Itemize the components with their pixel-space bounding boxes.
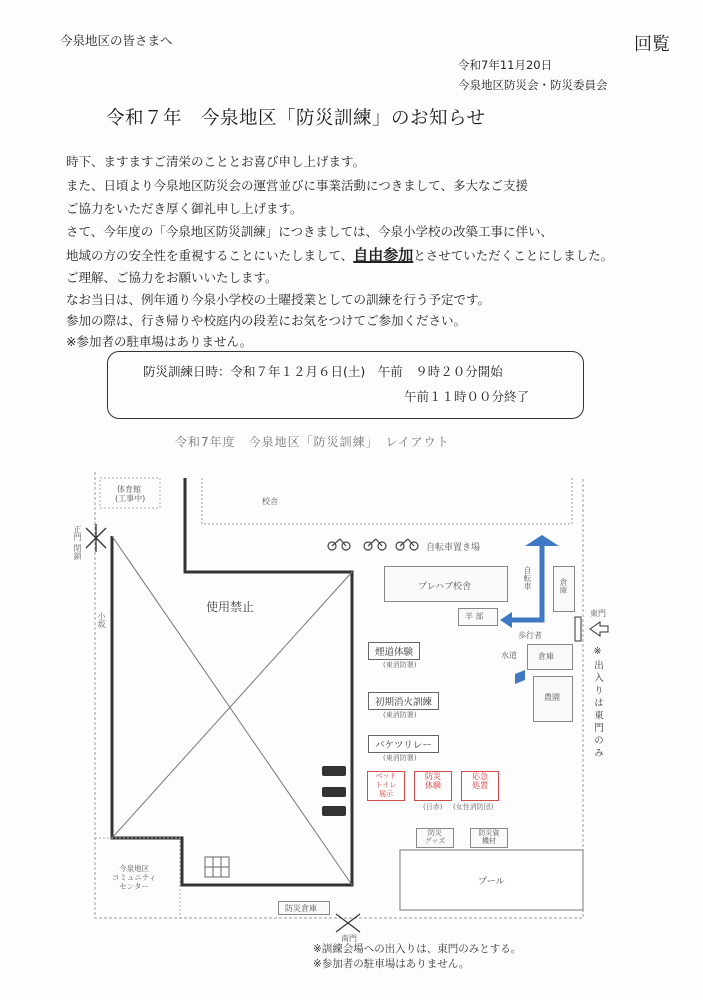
body-line-4: さて、今年度の「今泉地区防災訓練」につきましては、今泉小学校の改築工事に伴い、 <box>66 224 554 239</box>
bicycle-icons <box>328 539 418 550</box>
bike-parking-label: 自転車置き場 <box>426 543 481 553</box>
issue-date: 令和7年11月20日 <box>458 58 553 72</box>
body-line-6: ご理解、ご協力をお願いいたします。 <box>66 270 278 285</box>
schedule-end: 午前１１時００分終了 <box>404 389 530 404</box>
fire-training: 初期消火訓練 <box>368 692 439 710</box>
disaster-warehouse-label: 防災倉庫 <box>285 904 317 913</box>
pool-label: プール <box>478 877 505 887</box>
community-center-label: 今泉地区 コミュニティ センター <box>112 864 157 891</box>
warehouse-label: 倉庫 <box>559 578 568 594</box>
schedule-start: 防災訓練日時：令和７年１２月６日(土) 午前 ９時２０分開始 <box>143 364 503 379</box>
east-gate-note: ※出入りは東門のみ <box>592 646 603 760</box>
small-slope-label: 小坂 <box>97 612 106 628</box>
bike-lane-label: 自転車 <box>523 566 532 590</box>
gym-label: 体育館 <box>117 485 141 494</box>
water-label: 水道 <box>501 651 517 660</box>
disaster-goods: 防災 グッズ <box>416 828 454 848</box>
women-fire-brigade-label: (女性消防団) <box>453 803 494 811</box>
smoke-experience-sub: (東消防署) <box>383 661 417 669</box>
fire-training-sub: (東消防署) <box>383 711 417 719</box>
forbidden-label: 使用禁止 <box>206 600 255 614</box>
south-gate-label: 南門 <box>341 934 357 943</box>
body-line-5-pre: 地域の方の安全性を重視することにいたしまして、 <box>66 248 354 263</box>
smoke-experience: 煙道体験 <box>368 642 420 660</box>
school-building-label: 校舎 <box>262 497 278 506</box>
disaster-experience: 防災 体験 <box>414 771 452 801</box>
closed-label: 閉鎖 <box>73 544 82 560</box>
bucket-relay: バケツリレー <box>368 735 439 753</box>
red-cross-label: (日赤) <box>423 803 443 811</box>
body-line-9: ※参加者の駐車場はありません。 <box>66 334 253 349</box>
disaster-equipment: 防災資 機材 <box>470 828 508 848</box>
east-gate-label: 東門 <box>590 609 606 618</box>
free-participation: 自由参加 <box>353 246 414 264</box>
storage-label: 半 部 <box>465 612 484 621</box>
map-title: 令和7年度 今泉地区「防災訓練」 レイアウト <box>175 435 450 449</box>
circulate-label: 回覧 <box>634 34 670 55</box>
page-title: 令和７年 今泉地区「防災訓練」のお知らせ <box>106 108 486 129</box>
pedestrian-label: 歩行者 <box>518 631 542 640</box>
main-gate-label: 正門 <box>73 525 82 541</box>
body-line-8: 参加の際は、行き帰りや校庭内の段差にお気をつけてご参加ください。 <box>66 313 467 328</box>
bed-toilet-display: ベッド トイレ 展示 <box>367 771 405 801</box>
farm-label: 農園 <box>544 693 560 702</box>
bus-icons <box>322 766 346 816</box>
map-note-1: ※訓練会場への出入りは、東門のみとする。 <box>313 943 522 955</box>
body-line-7: なお当日は、例年通り今泉小学校の土曜授業としての訓練を行う予定です。 <box>66 292 491 307</box>
addressee: 今泉地区の皆さまへ <box>60 33 173 48</box>
issuer: 今泉地区防災会・防災委員会 <box>458 78 608 92</box>
first-aid: 応急 処置 <box>461 771 499 801</box>
gym-note: (工事中) <box>115 494 146 503</box>
body-line-3: ご協力をいただき厚く御礼申し上げます。 <box>66 201 303 216</box>
body-line-2: また、日頃より今泉地区防災会の運営並びに事業活動につきまして、多大なご支援 <box>66 178 529 193</box>
map-note-2: ※参加者の駐車場はありません。 <box>313 958 470 970</box>
bucket-relay-sub: (東消防署) <box>383 754 417 762</box>
shed-label: 倉庫 <box>538 652 554 661</box>
prefab-label: プレハブ校舎 <box>418 582 472 592</box>
body-line-1: 時下、ますますご清栄のこととお喜び申し上げます。 <box>66 154 366 169</box>
body-line-5-post: とさせていただくことにしました。 <box>413 248 614 263</box>
